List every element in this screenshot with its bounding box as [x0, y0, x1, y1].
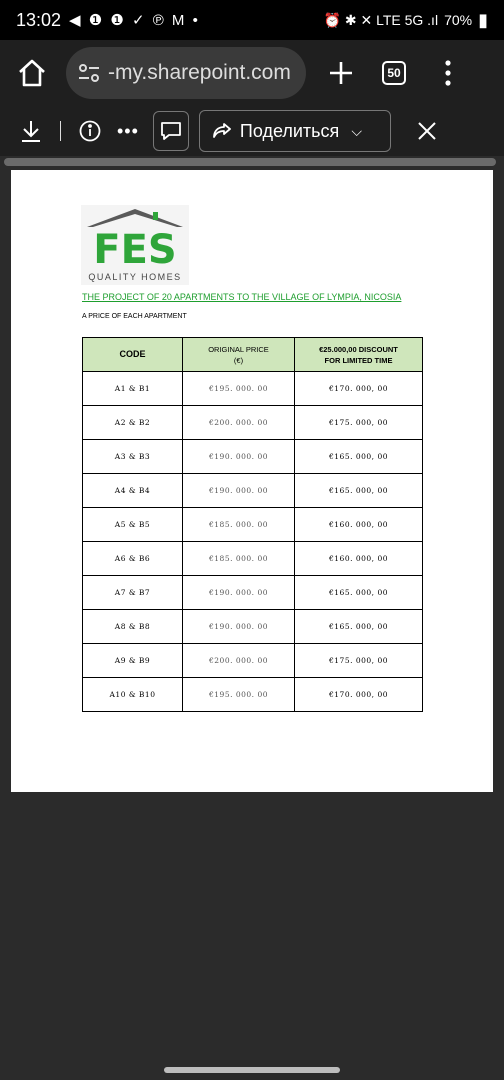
- battery-level: 70%: [444, 12, 473, 28]
- new-tab-icon[interactable]: [324, 56, 358, 90]
- original-price-header-line2: (€): [233, 355, 244, 365]
- cell-discount-price: €165. 000, 00: [295, 610, 423, 644]
- logo-tagline-text: QUALITY HOMES: [88, 272, 182, 282]
- download-icon[interactable]: [20, 119, 42, 143]
- cell-discount-price: €170. 000, 00: [295, 678, 423, 712]
- comment-icon[interactable]: [153, 111, 189, 151]
- table-row: [83, 644, 423, 678]
- table-row: [83, 576, 423, 610]
- overflow-menu-icon[interactable]: [436, 56, 460, 90]
- price-note: A PRICE OF EACH APARTMENT: [82, 313, 187, 320]
- logo-brand-text: FES: [93, 227, 177, 273]
- company-logo: [81, 205, 189, 285]
- cell-discount-price: €160. 000, 00: [295, 508, 423, 542]
- original-price-header-line1: ORIGINAL PRICE: [208, 344, 269, 354]
- discount-header-line2: FOR LIMITED TIME: [324, 355, 393, 365]
- share-button[interactable]: [199, 110, 391, 152]
- cell-original-price: €200. 000. 00: [183, 406, 295, 440]
- chevron-down-icon: ⌵: [351, 122, 362, 139]
- cell-original-price: €185. 000. 00: [183, 542, 295, 576]
- cell-original-price: €195. 000. 00: [183, 678, 295, 712]
- column-header-code: CODE: [83, 338, 183, 372]
- cell-discount-price: €170. 000, 00: [295, 372, 423, 406]
- table-row: [83, 542, 423, 576]
- column-header-original-price: [183, 338, 295, 372]
- share-icon: [212, 122, 232, 140]
- cell-discount-price: €165. 000, 00: [295, 576, 423, 610]
- status-bar: [0, 0, 504, 40]
- toolbar-divider: [60, 121, 61, 141]
- browser-toolbar: [0, 40, 504, 106]
- home-icon[interactable]: [12, 53, 52, 93]
- cell-discount-price: €160. 000, 00: [295, 542, 423, 576]
- cell-original-price: €200. 000. 00: [183, 644, 295, 678]
- document-page: [11, 170, 493, 792]
- tab-switcher-button[interactable]: 50: [382, 61, 406, 85]
- address-bar[interactable]: [66, 47, 306, 99]
- cell-original-price: €190. 000. 00: [183, 576, 295, 610]
- table-row: [83, 610, 423, 644]
- system-status-icons: ⏰ ✱ ✕ LTE 5G .ıl: [323, 11, 439, 28]
- cell-code: A1 & B1: [83, 372, 183, 406]
- cell-discount-price: €165. 000, 00: [295, 440, 423, 474]
- status-time: 13:02: [16, 9, 62, 30]
- cell-original-price: €185. 000. 00: [183, 508, 295, 542]
- viewer-toolbar: [0, 106, 504, 156]
- gesture-home-indicator[interactable]: [164, 1067, 340, 1073]
- info-icon[interactable]: [79, 120, 101, 142]
- cell-discount-price: €165. 000, 00: [295, 474, 423, 508]
- cell-original-price: €190. 000. 00: [183, 474, 295, 508]
- table-row: [83, 508, 423, 542]
- price-table: [82, 337, 423, 712]
- cell-original-price: €190. 000. 00: [183, 440, 295, 474]
- table-header-row: [83, 338, 423, 372]
- close-icon[interactable]: [415, 119, 439, 143]
- cell-code: A7 & B7: [83, 576, 183, 610]
- system-icons: [324, 10, 488, 31]
- cell-original-price: €195. 000. 00: [183, 372, 295, 406]
- cell-code: A4 & B4: [83, 474, 183, 508]
- cell-code: A8 & B8: [83, 610, 183, 644]
- cell-code: A10 & B10: [83, 678, 183, 712]
- cell-discount-price: €175. 000, 00: [295, 406, 423, 440]
- site-settings-icon[interactable]: [76, 60, 102, 86]
- table-row: [83, 440, 423, 474]
- column-header-discount-price: [295, 338, 423, 372]
- share-label: Поделиться: [239, 120, 340, 141]
- table-row: [83, 406, 423, 440]
- table-row: [83, 678, 423, 712]
- cell-code: A3 & B3: [83, 440, 183, 474]
- cell-code: A2 & B2: [83, 406, 183, 440]
- discount-header-line1: €25.000,00 DISCOUNT: [319, 344, 398, 354]
- project-title[interactable]: THE PROJECT OF 20 APARTMENTS TO THE VILLAGE OF LYMPIA, NICOSIA: [82, 292, 402, 302]
- cell-code: A5 & B5: [83, 508, 183, 542]
- battery-icon: ▮: [478, 9, 488, 30]
- notification-icons: ◀ ❶ ❶ ✓ ℗ M •: [69, 12, 200, 29]
- cell-discount-price: €175. 000, 00: [295, 644, 423, 678]
- table-row: [83, 474, 423, 508]
- cell-code: A9 & B9: [83, 644, 183, 678]
- cell-code: A6 & B6: [83, 542, 183, 576]
- table-row: [83, 372, 423, 406]
- more-options-button[interactable]: •••: [117, 120, 139, 141]
- horizontal-scrollbar[interactable]: [4, 158, 496, 166]
- cell-original-price: €190. 000. 00: [183, 610, 295, 644]
- url-text[interactable]: -my.sharepoint.com: [108, 61, 291, 84]
